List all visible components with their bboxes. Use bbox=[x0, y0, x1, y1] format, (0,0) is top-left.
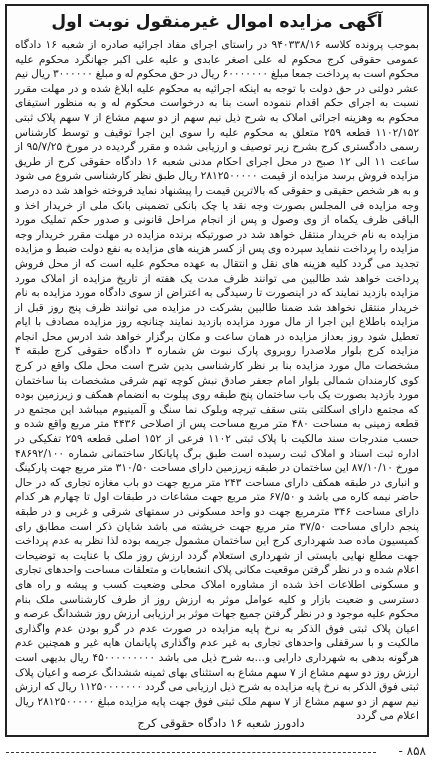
notice-signature: دادورز شعبه ۱۶ دادگاه حقوقی کرج bbox=[137, 716, 305, 730]
footer-divider bbox=[6, 752, 376, 753]
notice-title: آگهی مزایده اموال غیرمنقول نوبت اول bbox=[51, 12, 383, 32]
page-number: ۸۵۸ - bbox=[398, 744, 426, 758]
notice-frame bbox=[5, 4, 429, 737]
notice-body: بموجب پرونده کلاسه ۹۴۰۳۳۸/۱۶ در راستای اجرای مفاد اجرائیه صادره از شعبه ۱۶ دادگاه عمومی حقوقی کرج محکوم له علی اصغر عابدی و علیه علی اکبر جهانگرد محکوم علیه محکوم است به پرداخت جمعا مبلغ ۶۰۰۰۰۰۰۰ ریال در حق محکوم له و مبلغ ۳۰۰۰۰۰۰ ریال نیم عشر دولتی در حق دولت با توجه به اینکه اجرائیه به محکوم علیه ابلاغ شده و در مهلت مقرر نسبت به اجرای حکم اقدام ننموده است بنا به درخواست محکوم له و به منظور استیفای محکوم به وهزینه اجرائی املاک به شرح ذیل نیم سهم از دو سهم مشاع از ۷ سهم پلاک ثبتی ۱۱۰۲/۱۵۲ قطعه ۲۵۹ متعلق به محکوم علیه را سوی این اجرا توقیف و توسط کارشناس رسمی دادگستری کرج بشرح زیر توصیف و ارزیابی شده و مقرر گردیده در مورخ ۹۵/۷/۲۵ از ساعت ۱۱ الی ۱۲ صبح در محل اجرای احکام مدنی شعبه ۱۶ دادگاه حقوقی کرج از طریق مزایده فروش برسد مزایده از قیمت ۲۸۱۲۵۰۰۰۰۰ ریال طبق نظر کارشناسی شروع می شود و به هر شخص حقیقی و حقوقی که بالاترین قیمت را پیشنهاد نماید فروخته خواهد شد ده درصد وجه مزایده فی المجلس بصورت وجه نقد یا چک بانکی تضمینی بانک ملی از خریدار اخذ و الباقی ظرف یکماه از وی وصول و پس از انجام مراحل قانونی و صدور حکم تملیک مورد مزایده به نام خریدار منتقل خواهد شد در صورتیکه برنده مزایده در مهلت مقرر خریدار وجه مزایده را پرداخت ننماید سپرده وی پس از کسر هزینه های مزایده به نفع دولت ضبط و مزایده تجدید می گردد کلیه هزینه های نقل و انتقال به عهده محکوم علیه است که از محل فروش پرداخت خواهد شد طالبین می توانند ظرف مدت یک هفته از تاریخ مزایده از املاک مورد مزایده بازدید نمایند که در اینصورت تا رسیدگی به اعتراض از سوی دادگاه مورد مزایده به نام خریدار منتقل نخواهد شد ضمنا طالبین بشرکت در مزایده می توانند ظرف پنج روز قبل از مزایده باطلاع این اجرا از مال مورد مزایده بازدید نمایند چنانچه روز مزایده مصادف با ایام تعطیل شود روز بعداز مزایده در همان ساعت و مکان برگزار خواهد شد ادرس محل انجام مزایده کرج بلوار ملاصدرا روبروی پارک نبوت ش شماره ۳ دادگاه حقوقی کرج طبقه ۴ مشخصات مال مورد مزایده بنا بر نظر کارشناسی بدین شرح است محل ملک واقع در کرج کوی کارمندان شمالی بلوار امام جعفر صادق نبش کوچه تهم شرقی مشخصات بنا ساختمان مورد بازدید بصورت یک باب ساختمان پنج طبقه روی پیلوت به انضمام همکف و زیرزمین بوده که مجتمع دارای اسکلتی بتنی سقف تیرچه وبلوک نما سنگ و آلمینیوم میباشد این مجتمع در قطعه زمینی به مساحت ۴۸۰ متر مربع مساحت پس از اصلاحی ۴۴۳۶ متر مربع واقع شده و حسب مندرجات سند مالکیت با پلاک ثبتی ۱۱۰۲ فرعی از ۱۵۲ اصلی قطعه ۲۵۹ تفکیکی در اداره ثبت اسناد و املاک ثبت رسیده است طبق برگ پایانکار ساختمانی شماره ۴۸۶۹۲/۱۰۰ مورخ ۸۷/۱۰/۱۰ این ساختمان در طبقه زیرزمین دارای مساحت ۳۱۰/۵۰ متر مربع جهت پارکینگ و انباری در طبقه همکف دارای مساحت ۲۴۳ متر مربع جهت دو باب مغازه تجاری که در حال حاضر نیمه کاره می باشد و ۶۷/۵۰ متر مربع جهت مشاعات در طبقات اول تا چهارم هر کدام دارای مساحت ۳۴۶ مترمربع جهت دو واحد مسکونی در سمتهای شرقی و غربی و در طبقه پنجم دارای مساحت ۳۷/۵۰ متر مربع جهت خرپشته می باشد شایان ذکر است مطابق رای کمیسیون ماده صد شهرداری کرج این ساختمان مشمول جریمه بوده لذا نظر به عدم پرداخت جهت مطلع نهایی بایستی از شهرداری استعلام گردد ارزش روز ملک با عنایت به توضیحات اعلام شده و در نظر گرفتن موقعیت مکانی پلاک انشعابات و متعلقات مساحت واحدهای تجاری و مسکونی اطلاعات اخذ شده از مشاوره املاک محلی وضعیت کسب و پیشه و راه های دسترسی و ضعیت بازار و کلیه عوامل موثر به ارزش روز از طرف کارشناسی ملک بنام محکوم علیه موجود و در نظر گرفتن جمیع جهات موثر بر ارزیابی ارزش روز ششدانگ عرصه و اعیان پلاک ثبتی فوق الذکر به نرخ پایه مزایده در صورت عدم در گرو بودن عدم واگذاری مالکیت و با سرقفلی واحدهای تجاری به غیر عدم واگذاری پایانمان هایه غیر و همچنین عدم هرگونه بدهی به شهرداری دارایی و…به شرح ذیل می باشد ۴۵۰۰۰۰۰۰۰۰۰ ریال بدیهی است ارزش روز دو سهم مشاع از ۷ سهم مشاع به استثنای بهای ثمینه ششدانگ عرصه و اعیان پلاک ثبتی فوق الذکر به نرخ پایه مزایده به شرح ذیل ارزیابی می گردد ۱۱۲۵۰۰۰۰۰۰۰ ریال که ارزش نیم سهم از دو سهم مشاع از ۷ سهم ملک ثبتی فوق جهت پایه مزایده مبلغ ۲۸۱۲۵۰۰۰۰۰ ریال اعلام می گردد bbox=[15, 39, 420, 723]
